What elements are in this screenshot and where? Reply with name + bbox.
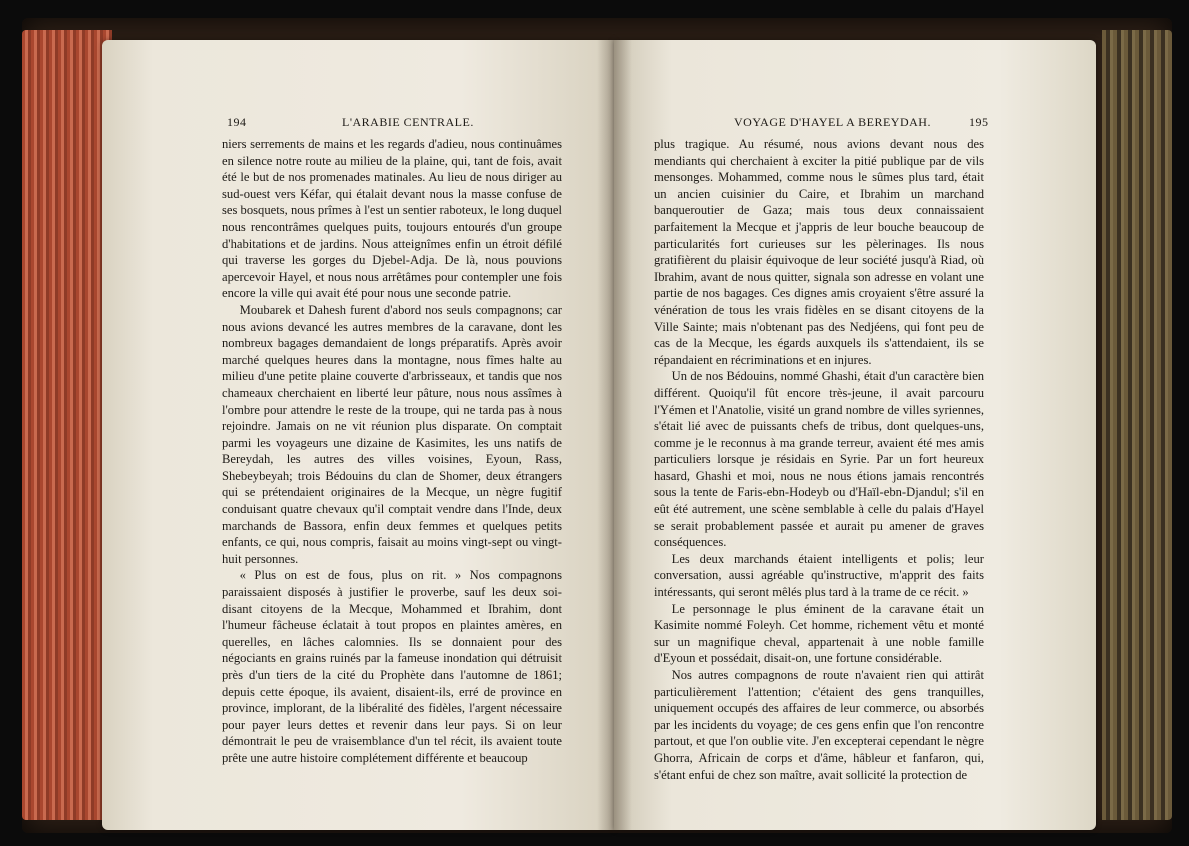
right-page-body — [654, 136, 984, 783]
paragraph: plus tragique. Au résumé, nous avions devant nous des mendiants qui cherchaient à exciter la pitié publique par de vils mensonges. Mohammed, comme nous le sûmes plus tard, était un ancien cuisinier du Caire, et Ibrahim un marchand banqueroutier de Gaza; mais tous deux connaissaient parfaitement la Mecque et j'appris de leur bouche beaucoup de particularités fort curieuses sur les pèlerinages. Ils nous gratifièrent du plaisir équivoque de leur société jusqu'à Riad, où Ibrahim, avant de nous quitter, signala son adresse en volant une partie de nos bagages. Ces dignes amis croyaient s'être assuré la vénération de tous les vrais fidèles en se disant citoyens de la Ville Sainte; mais n'obtenant pas des Nedjéens, qui font peu de cas de la Mecque, les égards auxquels ils s'attendaient, ils se répandaient en récriminations et en injures. — [654, 137, 984, 367]
paragraph: niers serrements de mains et les regards d'adieu, nous continuâmes en silence notre route au milieu de la plaine, qui, tant de fois, avait été le but de nos promenades matinales. Au lieu de nous diriger au sud-ouest vers Kéfar, qui étalait devant nous la masse confuse de ses bosquets, nous prîmes à l'est un sentier raboteux, le long duquel nous rencontrâmes quelques puits, toujours entourés d'un groupe d'habitations et de jardins. Nous atteignîmes enfin un étroit défilé qui traverse les gorges du Djebel-Adja. De là, nous pouvions apercevoir Hayel, et nous nous arrêtâmes pour contempler une fois encore la ville qui avait été pour nous une seconde patrie. — [222, 137, 562, 301]
open-book — [22, 18, 1172, 833]
paragraph: Nos autres compagnons de route n'avaient rien qui attirât particulièrement l'attention; c'étaient des gens tranquilles, uniquement occupés des affaires de leur commerce, ou absorbés par les incidents du voyage; de ces gens enfin que l'on rencontre partout, et que l'on oublie vite. J'en excepterai cependant le nègre Ghorra, Africain de corps et d'âme, hâbleur et fanfaron, qui, s'étant enfui de chez son maître, avait sollicité la protection de — [654, 668, 984, 782]
paragraph: « Plus on est de fous, plus on rit. » Nos compagnons paraissaient disposés à justifier le proverbe, sauf les deux soi-disant citoyens de la Mecque, Mohammed et Ibrahim, dont l'humeur fâcheuse éclatait à tout propos en plaintes amères, en querelles, en lâches calomnies. Ils se donnaient pour des négociants en grains ruinés par la fameuse inondation qui détruisit près d'un tiers de la cité du Prophète dans l'automne de 1861; depuis cette époque, ils avaient, disaient-ils, erré de province en province, implorant, de la libéralité des fidèles, l'argent nécessaire pour payer leurs dettes et revenir dans leur pays. Si on leur démontrait le peu de vraisemblance d'un tel récit, ils avaient toute prête une autre histoire complétement différente et beaucoup — [222, 568, 562, 765]
right-page-edges — [1102, 30, 1172, 820]
right-page — [614, 40, 1096, 830]
paragraph: Moubarek et Dahesh furent d'abord nos seuls compagnons; car nous avions devancé les autres membres de la caravane, dont les nombreux bagages demandaient de longs préparatifs. Après avoir marché quelques heures dans la montagne, nous fîmes halte au milieu d'une petite plaine couverte d'arbrisseaux, et tandis que nos chameaux cherchaient en liberté leur pâture, nous nous assîmes à l'ombre pour attendre le reste de la troupe, qui ne tarda pas à nous rejoindre. Jamais on ne vit réunion plus disparate. On comptait parmi les voyageurs une dizaine de Kasimites, les uns natifs de Bereydah, les autres des villes voisines, Eyoun, Rass, Shebeybeyah; trois Bédouins du clan de Shomer, deux étrangers qui se prétendaient originaires de la Mecque, un nègre fugitif conduisant quatre chevaux qu'il comptait vendre dans l'Inde, deux marchands de Bassora, enfin deux femmes et quelques petits enfants, ce qui, nous compris, faisait au moins vingt-sept ou vingt-huit personnes. — [222, 302, 562, 566]
right-running-head: VOYAGE D'HAYEL A BEREYDAH. — [734, 115, 931, 129]
paragraph: Les deux marchands étaient intelligents et polis; leur conversation, aussi agréable qu'instructive, m'apprit des faits intéressants, qui seront mêlés plus tard à la trame de ce récit. » — [654, 551, 984, 600]
left-running-head: L'ARABIE CENTRALE. — [342, 115, 474, 129]
paragraph: Le personnage le plus éminent de la caravane était un Kasimite nommé Foleyh. Cet homme, richement vêtu et monté sur un magnifique cheval, appartenait à une noble famille d'Eyoun et possédait, disait-on, une fortune considérable. — [654, 601, 984, 666]
paragraph: Un de nos Bédouins, nommé Ghashi, était d'un caractère bien différent. Quoiqu'il fût encore très-jeune, il avait parcouru l'Yémen et l'Anatolie, visité un grand nombre de villes syriennes, s'était lié avec de puissants chefs de tribus, dont quelques-uns, comme je le reconnus à ma grande terreur, avaient été mes amis particuliers lorsque je résidais en Syrie. Par un fort heureux hasard, Ghashi et moi, nous ne nous étions jamais rencontrés sous la tente de Faris-ebn-Hodeyb ou d'Haïl-ebn-Djandul; s'il en eût été autrement, une scène semblable à celle du palais d'Hayel se serait probablement passée et aurait pu amener de graves conséquences. — [654, 369, 984, 550]
left-page — [102, 40, 614, 830]
left-page-number: 194 — [227, 115, 247, 129]
left-page-body — [222, 136, 562, 767]
right-page-number: 195 — [969, 115, 989, 129]
left-page-edges — [22, 30, 112, 820]
